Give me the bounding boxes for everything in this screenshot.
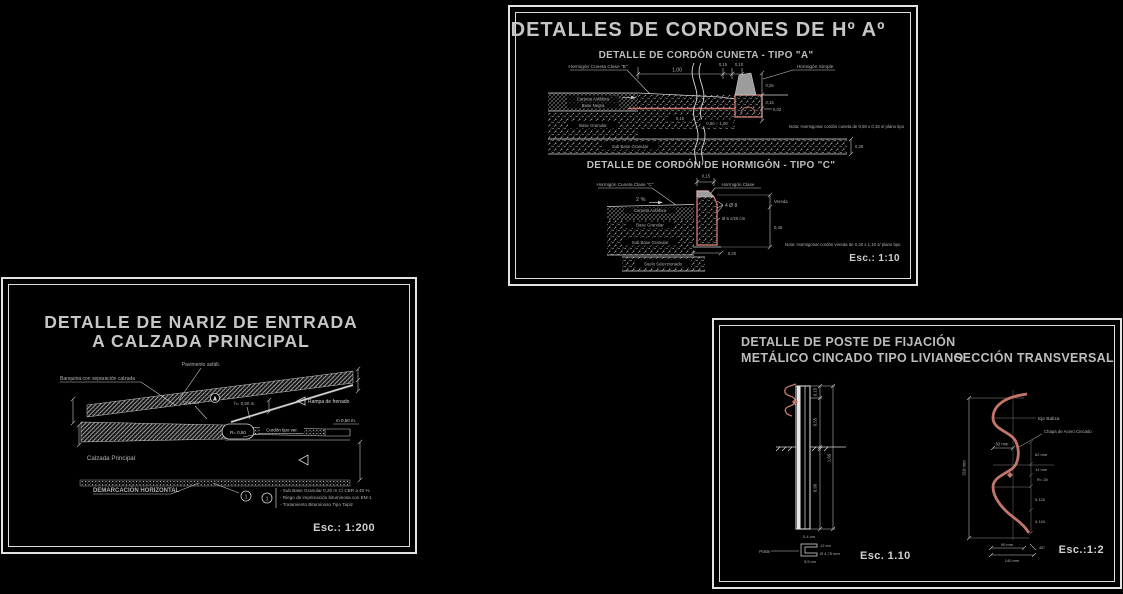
- carpeta-leader: [195, 406, 207, 419]
- tipo-c-right-dimension: [717, 193, 772, 249]
- tipo-c-subtitle: DETALLE DE CORDÓN DE HORMIGÓN - TIPO "C": [586, 160, 836, 171]
- note-line: - Tratamiento Bituminoso Tipo Tapiz: [280, 502, 353, 507]
- note-line: - Sub Base Granular 0,20 m C/ CBR ≥ 40 %: [280, 488, 370, 493]
- altura2-label: m 0,50 m.: [335, 418, 357, 423]
- rebar-label: Ø 6 c/20 cm: [722, 216, 746, 221]
- poste-scale: Esc. 1.10: [860, 550, 911, 562]
- eje-label: Eje Baliza: [1038, 417, 1060, 422]
- note-text: Nota: Hormigonar cordón vereda de 0,20 x 1,10 s/ plano tipo: [785, 242, 901, 247]
- demarcation-strip: [80, 480, 350, 486]
- dim-label: 1,00: [672, 67, 682, 74]
- panel-cordones: [508, 5, 918, 286]
- cordones-scale: Esc.: 1:10: [849, 253, 900, 264]
- layer-label: Sub Base Granular: [611, 144, 649, 149]
- dim-label: 0,15: [701, 173, 711, 179]
- post-elevation: [759, 384, 846, 564]
- demarcacion-label: DEMARCACIÓN HORIZONTAL: [93, 488, 180, 494]
- slope-label: 2 %: [636, 197, 646, 203]
- poste-title-line2: METÁLICO CINCADO TIPO LIVIANO: [741, 351, 964, 365]
- chapa-label: Chapa de Acero Cincado: [1044, 429, 1092, 434]
- note-text: Nota: Hormigonar cordón cuneta de 0,50 x 0,15 s/ plano tipo: [789, 124, 905, 129]
- dim-label: 1,60: [826, 453, 832, 463]
- dim-label: 45°: [1039, 545, 1046, 550]
- nariz-svg: [3, 279, 415, 552]
- dim-label: 83 mm: [995, 441, 1009, 447]
- dim-label: 5,5 cm: [803, 559, 817, 564]
- tipo-a-label-right: Hormigón Simple: [796, 65, 834, 70]
- detalle-tipo-c: [597, 174, 901, 272]
- dim-label: 0,15: [812, 387, 818, 397]
- tipo-a-label-left: Hormigón Cuneta Clase "B": [568, 65, 628, 70]
- dim-label: Vereda: [774, 199, 788, 204]
- carpeta-label: Carpeta: [182, 400, 200, 405]
- nose-radius-label: R= 0,50: [230, 430, 246, 435]
- dim-label: 14 mm: [1035, 467, 1048, 472]
- dim-label: 0,120: [1035, 497, 1046, 502]
- panel-nariz: [1, 277, 417, 554]
- curb-profile-tipo-c-red: [697, 191, 717, 245]
- wbeam-section: [962, 390, 1093, 563]
- panel-poste: [712, 318, 1122, 589]
- cordones-title: DETALLES DE CORDONES DE Hº Aº: [510, 19, 886, 41]
- tipo-c-label-right: Hormigón Clase: [721, 182, 755, 187]
- dim-label: 82 mm: [1035, 452, 1048, 457]
- dim-label: 310 mm: [961, 460, 967, 476]
- ref-number: 1: [244, 494, 248, 501]
- ref-circle-1: [241, 491, 251, 501]
- layer-label: Base Granular: [636, 222, 664, 228]
- cordon-label: Cordón tipo ver.: [266, 427, 298, 433]
- detalle-tipo-a: [548, 62, 905, 165]
- dim-label: 90 mm: [1000, 542, 1014, 547]
- dim-label: 0,02: [773, 107, 782, 112]
- slope-arrow: [649, 201, 663, 204]
- post-flange: [797, 387, 801, 529]
- ramp-band-lower: [81, 422, 225, 442]
- poste-svg: [714, 320, 1120, 587]
- curb-profile-tipo-a: [735, 73, 756, 95]
- seccion-title: SECCIÓN TRANSVERSAL: [954, 351, 1114, 365]
- chapa-leader: [1019, 434, 1042, 447]
- ground-line: [776, 447, 846, 451]
- note-line: - Riego de imprimación bituminosa con EM-1: [280, 495, 372, 500]
- dim-label: 0,4 cm: [802, 534, 816, 539]
- rebar-label: 4 Ø 8: [725, 203, 738, 209]
- dim-label: 0,15: [765, 100, 774, 105]
- poste-title-line1: DETALLE DE POSTE DE FIJACIÓN: [741, 335, 956, 349]
- cordones-svg: [510, 7, 916, 284]
- tipo-c-label-left: Hormigón Cuneta Clase "C": [596, 182, 654, 187]
- layer-label: Carpeta Asfáltica: [633, 208, 667, 213]
- layer-label: Suelo Seleccionado: [644, 261, 682, 267]
- nariz-title-line2: A CALZADA PRINCIPAL: [92, 331, 310, 351]
- post-channel-section: [759, 534, 840, 564]
- calzada-label: Calzada Principal: [86, 455, 136, 462]
- dim-label: 140 mm: [1004, 558, 1020, 563]
- dim-label: 0,15: [675, 116, 685, 121]
- dim-label: Ø 4,75 mm: [820, 551, 840, 556]
- tipo-a-subtitle: DETALLE DE CORDÓN CUNETA - TIPO "A": [598, 50, 814, 61]
- tipo-c-bottom-dimension: [691, 251, 723, 255]
- nariz-title-line1: DETALLE DE NARIZ DE ENTRADA: [44, 312, 358, 332]
- dim-label: 0,15: [718, 62, 728, 67]
- seccion-scale: Esc.:1:2: [1058, 544, 1104, 556]
- dim-label: 0,55: [812, 417, 818, 427]
- notes-ref-circle: [262, 493, 272, 503]
- dim-label: 0,30: [855, 144, 864, 149]
- layer-label: Sub Base Granular: [631, 240, 669, 245]
- layer-label: Carpeta Asfáltica: [576, 96, 610, 102]
- pavimento-label: Pavimento asfált.: [181, 362, 221, 368]
- dim-label: 0,10: [734, 62, 744, 67]
- tipo-a-top-dimension: [636, 67, 744, 79]
- dim-label: 0,20: [727, 251, 737, 256]
- altura1-label: h= 0,50 m.: [234, 401, 256, 406]
- dim-label: R= 28: [1037, 477, 1048, 482]
- tipo-c-top-dimension: [695, 178, 716, 186]
- rampa-label: Rampa de frenado: [308, 399, 350, 405]
- wbeam-profile-red: [993, 394, 1029, 533]
- dim-label: 0,45: [774, 225, 783, 230]
- depth-dimension: [991, 446, 1015, 450]
- subbase-dim: [849, 137, 853, 156]
- dim-label: 0,25: [765, 83, 774, 88]
- section-height-dimension: [967, 396, 1029, 540]
- dim-label: 0,90: [812, 483, 818, 493]
- nariz-drawing: [60, 362, 372, 508]
- layer-label: Base Granular: [579, 123, 607, 128]
- ref-number: 1: [265, 496, 269, 503]
- dim-label: 0,140: [1035, 519, 1046, 524]
- dim-label: 0,50 ÷ 1,00: [706, 121, 728, 126]
- banquina-label: Banquina con separación calzada: [60, 376, 136, 382]
- curb-foundation-red-box: [735, 95, 762, 117]
- perfil-label: Poste: [759, 548, 770, 554]
- layer-label: Base Negra: [581, 103, 605, 108]
- nariz-scale: Esc.: 1:200: [313, 522, 375, 534]
- dim-label: 12 cm: [820, 543, 831, 548]
- direction-circle-icon: [211, 394, 220, 403]
- calzada-arrow-icon: [299, 455, 308, 465]
